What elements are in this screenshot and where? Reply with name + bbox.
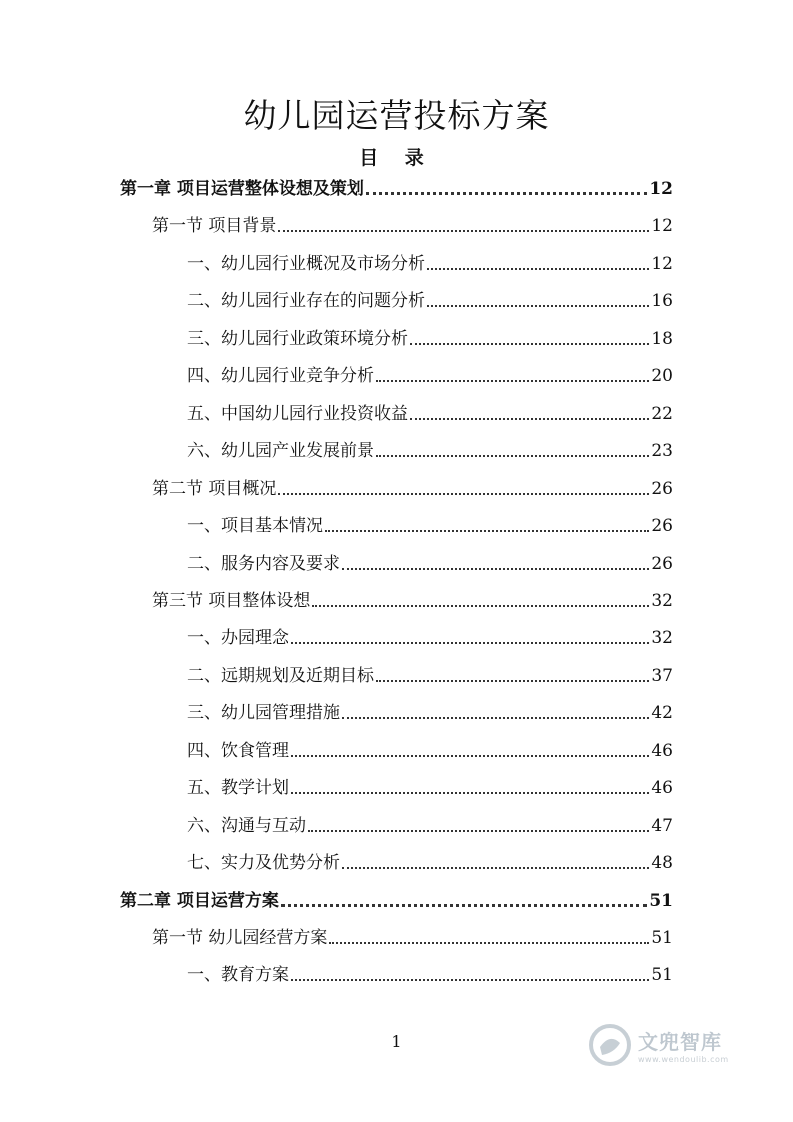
watermark-logo-icon: [588, 1023, 632, 1067]
toc-entry-text: 七、实力及优势分析: [187, 853, 340, 874]
toc-entry-text: 第一节 项目背景: [152, 216, 277, 237]
toc-entry-text: 二、远期规划及近期目标: [187, 665, 374, 686]
toc-leader-dots: [427, 305, 649, 307]
toc-entry-text: 第一节 幼儿园经营方案: [152, 928, 328, 948]
toc-entry[interactable]: [187, 700, 673, 726]
toc-entry[interactable]: [120, 888, 673, 914]
toc-entry-page: 32: [651, 590, 673, 611]
toc-entry-page: 18: [651, 328, 673, 349]
toc-leader-dots: [376, 455, 649, 457]
toc-entry[interactable]: [152, 588, 673, 614]
watermark: [588, 1020, 758, 1070]
toc-entry[interactable]: [187, 326, 673, 352]
toc-leader-dots: [325, 530, 649, 532]
toc-entry-text: 第二节 项目概况: [152, 478, 277, 499]
toc-leader-dots: [312, 605, 649, 607]
toc-entry-text: 一、幼儿园行业概况及市场分析: [187, 253, 425, 274]
toc-entry-page: 46: [651, 778, 673, 799]
toc-leader-dots: [291, 979, 649, 981]
toc-entry[interactable]: [187, 625, 673, 651]
toc-entry[interactable]: [187, 401, 673, 427]
toc-entry-text: 四、幼儿园行业竞争分析: [187, 366, 374, 387]
toc-entry-page: 37: [651, 665, 673, 686]
toc-entry[interactable]: [187, 288, 673, 314]
toc-leader-dots: [278, 493, 649, 495]
toc-entry-text: 三、幼儿园行业政策环境分析: [187, 328, 408, 349]
toc-leader-dots: [342, 867, 649, 869]
toc-entry[interactable]: [187, 363, 673, 389]
toc-entry[interactable]: [120, 176, 673, 202]
toc-entry-text: 六、沟通与互动: [187, 815, 306, 836]
toc-entry-page: 51: [651, 965, 673, 986]
toc-entry[interactable]: [187, 738, 673, 764]
toc-leader-dots: [366, 192, 647, 195]
toc-entry-text: 二、幼儿园行业存在的问题分析: [187, 291, 425, 312]
toc-entry-page: 22: [651, 403, 673, 424]
toc-leader-dots: [291, 642, 649, 644]
toc-entry-text: 四、饮食管理: [187, 740, 289, 761]
toc-leader-dots: [410, 418, 649, 420]
toc-leader-dots: [291, 792, 649, 794]
toc-entry[interactable]: [187, 551, 673, 577]
toc-leader-dots: [342, 568, 649, 570]
toc-heading: 目 录: [359, 147, 434, 169]
toc-entry-text: 三、幼儿园管理措施: [187, 703, 340, 724]
toc-leader-dots: [278, 230, 649, 232]
toc-leader-dots: [342, 717, 649, 719]
toc-entry-text: 六、幼儿园产业发展前景: [187, 441, 374, 462]
watermark-url: www.wendoulib.com: [638, 1055, 729, 1064]
toc-entry-page: 51: [649, 890, 673, 911]
toc-entry-text: 五、中国幼儿园行业投资收益: [187, 403, 408, 424]
toc-leader-dots: [291, 755, 649, 757]
toc-entry[interactable]: [187, 663, 673, 689]
toc-entry-page: 32: [651, 628, 673, 649]
toc-entry-page: 12: [649, 179, 673, 199]
watermark-name: 文兜智库: [638, 1030, 722, 1054]
toc-entry-text: 第一章 项目运营整体设想及策划: [120, 179, 364, 199]
page-number: 1: [391, 1032, 402, 1051]
toc-entry-page: 51: [651, 928, 673, 948]
toc-entry-text: 第二章 项目运营方案: [120, 890, 279, 911]
toc-entry[interactable]: [187, 251, 673, 277]
toc-entry[interactable]: [187, 513, 673, 539]
toc-entry[interactable]: [152, 476, 673, 502]
toc-entry-page: 26: [651, 553, 673, 574]
toc-entry[interactable]: [152, 925, 673, 951]
toc-entry[interactable]: [187, 438, 673, 464]
toc-entry-text: 一、办园理念: [187, 628, 289, 649]
toc-entry-text: 二、服务内容及要求: [187, 553, 340, 574]
toc-entry[interactable]: [187, 850, 673, 876]
toc-entry-text: 一、项目基本情况: [187, 516, 323, 537]
toc-entry-page: 20: [651, 366, 673, 387]
toc-entry-page: 26: [651, 478, 673, 499]
toc-leader-dots: [376, 680, 649, 682]
toc-leader-dots: [308, 830, 649, 832]
toc-entry-page: 47: [651, 815, 673, 836]
toc-entry[interactable]: [187, 775, 673, 801]
toc-entry-text: 五、教学计划: [187, 778, 289, 799]
toc-entry-page: 46: [651, 740, 673, 761]
toc-entry[interactable]: [187, 813, 673, 839]
toc-entry-page: 16: [651, 291, 673, 312]
document-title: 幼儿园运营投标方案: [243, 96, 550, 135]
toc-entry-text: 一、教育方案: [187, 965, 289, 986]
toc-entry-page: 48: [651, 853, 673, 874]
toc-leader-dots: [329, 942, 649, 944]
toc-entry-page: 26: [651, 516, 673, 537]
toc-leader-dots: [410, 343, 649, 345]
toc-entry-page: 12: [651, 216, 673, 237]
toc-entry[interactable]: [187, 962, 673, 988]
toc-leader-dots: [281, 904, 647, 907]
toc-entry-page: 12: [651, 253, 673, 274]
toc-entry-page: 23: [651, 441, 673, 462]
toc-entry-text: 第三节 项目整体设想: [152, 590, 311, 611]
toc-leader-dots: [427, 268, 649, 270]
toc-leader-dots: [376, 380, 649, 382]
toc-entry[interactable]: [152, 213, 673, 239]
toc-entry-page: 42: [651, 703, 673, 724]
